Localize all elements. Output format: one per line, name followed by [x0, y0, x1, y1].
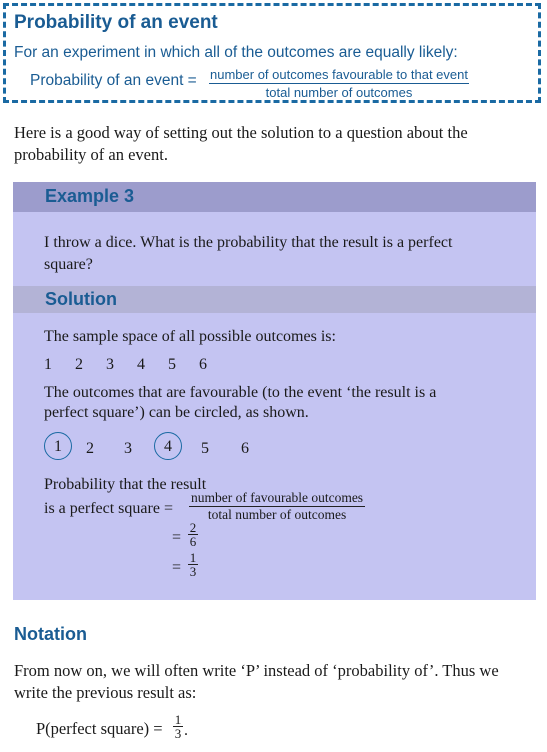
outcome: 3	[106, 356, 114, 373]
result-numerator: 1	[189, 550, 197, 565]
outcome: 1	[44, 356, 52, 373]
probability-numerator: number of favourable outcomes	[191, 490, 364, 505]
circled-row-outcome: 3	[124, 440, 132, 457]
probability-fraction	[189, 490, 365, 523]
example-question-line-1: I throw a dice. What is the probability that the result is a perfect	[44, 234, 453, 251]
circled-row-outcome: 2	[86, 440, 94, 457]
favourable-text-line-2: perfect square’) can be circled, as shown.	[44, 404, 309, 421]
circled-outcome: 4	[164, 438, 172, 455]
circled-row-outcome: 5	[201, 440, 209, 457]
step-numerator: 2	[189, 520, 197, 535]
probability-denominator: total number of outcomes	[207, 507, 347, 522]
outcome: 2	[75, 356, 83, 373]
notation-paragraph	[14, 660, 499, 704]
definition-formula-numerator: number of outcomes favourable to that event	[210, 67, 468, 82]
step-denominator: 6	[189, 534, 197, 549]
solution-header	[13, 286, 536, 313]
notation-result-numerator: 1	[174, 712, 182, 727]
step-fraction	[188, 521, 198, 549]
example-question-line-2: square?	[44, 256, 93, 273]
equals-sign: =	[172, 529, 182, 546]
outcome: 5	[168, 356, 176, 373]
definition-formula-lhs: Probability of an event =	[30, 72, 197, 89]
notation-result-period: .	[184, 722, 188, 739]
example-heading: Example 3	[45, 186, 135, 206]
definition-box	[3, 3, 541, 103]
notation-result-fraction	[173, 713, 183, 741]
notation-heading: Notation	[14, 624, 87, 644]
notation-line-2: write the previous result as:	[14, 683, 197, 702]
circled-outcome: 1	[54, 438, 62, 455]
intro-line-2: probability of an event.	[14, 145, 168, 164]
notation-result-lhs: P(perfect square) =	[36, 719, 163, 738]
solution-heading: Solution	[45, 289, 117, 309]
result-denominator: 3	[189, 564, 197, 579]
sample-space-text: The sample space of all possible outcomes is:	[44, 328, 336, 345]
definition-formula-fraction	[209, 67, 469, 100]
result-fraction	[188, 551, 198, 579]
notation-result-denominator: 3	[174, 726, 182, 741]
outcome: 4	[137, 356, 145, 373]
definition-intro: For an experiment in which all of the outcomes are equally likely:	[14, 44, 458, 61]
example-header	[13, 182, 536, 212]
intro-line-1: Here is a good way of setting out the solution to a question about the	[14, 123, 468, 142]
definition-title: Probability of an event	[14, 12, 218, 33]
intro-paragraph	[14, 122, 468, 166]
equals-sign: =	[172, 559, 182, 576]
probability-line-2: is a perfect square =	[44, 500, 173, 517]
favourable-text-line-1: The outcomes that are favourable (to the event ‘the result is a	[44, 384, 437, 401]
circled-row-outcome: 6	[241, 440, 249, 457]
probability-line-1: Probability that the result	[44, 476, 207, 493]
notation-line-1: From now on, we will often write ‘P’ instead of ‘probability of’. Thus we	[14, 661, 499, 680]
definition-formula-denominator: total number of outcomes	[265, 85, 413, 100]
example-box	[13, 182, 536, 600]
outcome: 6	[199, 356, 207, 373]
